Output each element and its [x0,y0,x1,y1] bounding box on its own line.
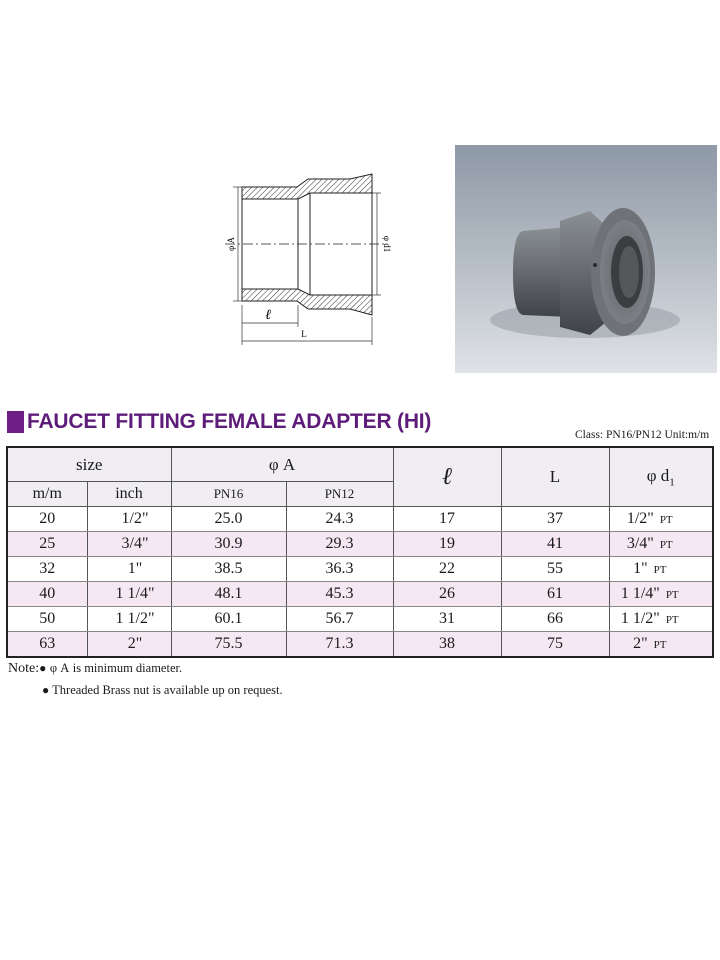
cell-d1-size: 1" [633,560,648,577]
cell-d1-thread: PT [653,638,667,651]
cell-d1 [609,582,713,607]
table-row [7,532,713,557]
cell-pn12: 29.3 [286,532,393,557]
header-phi-d1-main: φ d [646,465,670,485]
cell-d1-thread: PT [659,514,673,526]
header-pn16: PN16 [171,482,286,507]
cell-d1-thread: PT [665,614,679,626]
note-phi-a: φ A [49,661,70,675]
page-title: FAUCET FITTING FEMALE ADAPTER (HI) [27,410,432,433]
cell-pn12: 71.3 [286,632,393,657]
drawing-phi-a-label: φ A [226,237,236,251]
cell-inch: 1 1/2" [87,607,171,632]
drawing-phi-d1-label: φ d1 [382,235,392,253]
cell-pn16: 25.0 [171,507,286,532]
cell-ell: 19 [393,532,501,557]
cell-ell: 26 [393,582,501,607]
bullet-icon: ● [39,661,47,675]
cell-d1 [609,532,713,557]
note-text-1: is minimum diameter. [72,661,183,675]
cell-d1-thread: PT [653,564,667,576]
cell-pn12: 45.3 [286,582,393,607]
cell-pn16: 30.9 [171,532,286,557]
note-line-1 [8,661,283,677]
cell-ell: 31 [393,607,501,632]
cell-d1 [609,557,713,582]
cell-ell: 17 [393,507,501,532]
cell-mm: 32 [7,557,87,582]
notes [8,661,283,698]
header-phi-d1-sub: 1 [669,476,675,489]
cell-d1-size: 1 1/4" [620,585,660,602]
header-phi-d1 [609,447,713,507]
cell-mm: 25 [7,532,87,557]
cell-pn16: 38.5 [171,557,286,582]
table-row [7,507,713,532]
cell-L: 37 [501,507,609,532]
header-L: L [501,447,609,507]
cell-d1 [609,632,713,657]
cell-pn16: 48.1 [171,582,286,607]
cell-L: 75 [501,632,609,657]
cell-mm: 50 [7,607,87,632]
cell-inch: 3/4" [87,532,171,557]
cell-ell: 22 [393,557,501,582]
cell-mm: 63 [7,632,87,657]
header-pn12: PN12 [286,482,393,507]
header-inch: inch [87,482,171,507]
cell-ell: 38 [393,632,501,657]
cell-inch: 1 1/4" [87,582,171,607]
cell-inch: 1" [87,557,171,582]
note-text-2: Threaded Brass nut is available up on request. [52,683,283,697]
cell-mm: 20 [7,507,87,532]
cell-d1 [609,507,713,532]
product-photo [455,145,717,373]
header-size: size [7,447,171,482]
cell-d1-thread: PT [665,589,679,601]
drawing-l-label: L [301,329,307,339]
cell-d1-thread: PT [659,539,673,551]
bullet-icon: ● [42,683,50,697]
cell-d1 [609,607,713,632]
cell-L: 66 [501,607,609,632]
cell-d1-size: 3/4" [626,535,654,552]
cell-L: 55 [501,557,609,582]
title-accent-bar [7,411,24,433]
cell-L: 41 [501,532,609,557]
note-line-2 [42,683,283,698]
cell-pn16: 60.1 [171,607,286,632]
table-row [7,557,713,582]
cell-d1-size: 1/2" [626,510,654,527]
cell-inch: 1/2" [87,507,171,532]
spec-table [6,446,714,658]
table-row [7,607,713,632]
header-mm: m/m [7,482,87,507]
class-unit-info: Class: PN16/PN12 Unit:m/m [575,429,710,441]
table-row [7,632,713,657]
drawing-ell-label: ℓ [265,308,271,323]
cell-d1-size: 1 1/2" [620,610,660,627]
cell-inch: 2" [87,632,171,657]
cell-pn12: 36.3 [286,557,393,582]
cell-pn12: 56.7 [286,607,393,632]
cell-mm: 40 [7,582,87,607]
table-row [7,582,713,607]
header-phi-a: φ A [171,447,393,482]
cell-d1-size: 2" [633,634,648,652]
header-ell: ℓ [393,447,501,507]
cell-pn12: 24.3 [286,507,393,532]
technical-drawing [200,165,410,355]
cell-pn16: 75.5 [171,632,286,657]
cell-L: 61 [501,582,609,607]
note-label: Note: [8,661,40,676]
